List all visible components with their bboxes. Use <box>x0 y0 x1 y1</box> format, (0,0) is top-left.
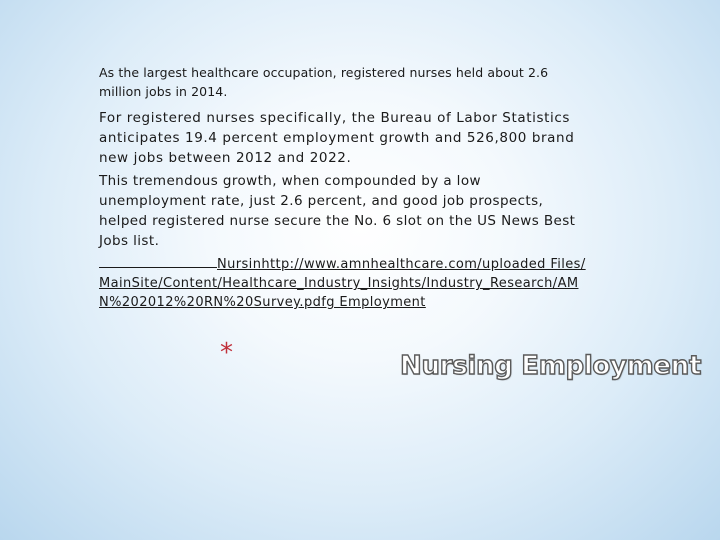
link-underline-spacer <box>99 254 217 268</box>
paragraph-rn-jobs: As the largest healthcare occupation, registered nurses held about 2.6 million jobs in 2014. <box>99 65 549 99</box>
slide-title: Nursing Employment <box>400 351 702 381</box>
paragraph-bls-growth: For registered nurses specifically, the Bureau of Labor Statistics anticipates 19.4 percent employment growth and 526,800 brand new jobs between 2012 and 2022. <box>99 110 575 166</box>
source-paragraph <box>99 254 589 312</box>
paragraph-best-jobs: This tremendous growth, when compounded by a low unemployment rate, just 2.6 percent, and good job prospects, helped registered nurse secure the No. 6 slot on the US News Best Jobs list. <box>99 173 576 249</box>
bullet-asterisk: * <box>220 338 233 368</box>
source-link[interactable]: Nursinhttp://www.amnhealthcare.com/uploaded Files/MainSite/Content/Healthcare_Industry_Insights/Industry_Research/AMN%202012%20RN%20Survey.pdfg Employment <box>99 257 586 310</box>
